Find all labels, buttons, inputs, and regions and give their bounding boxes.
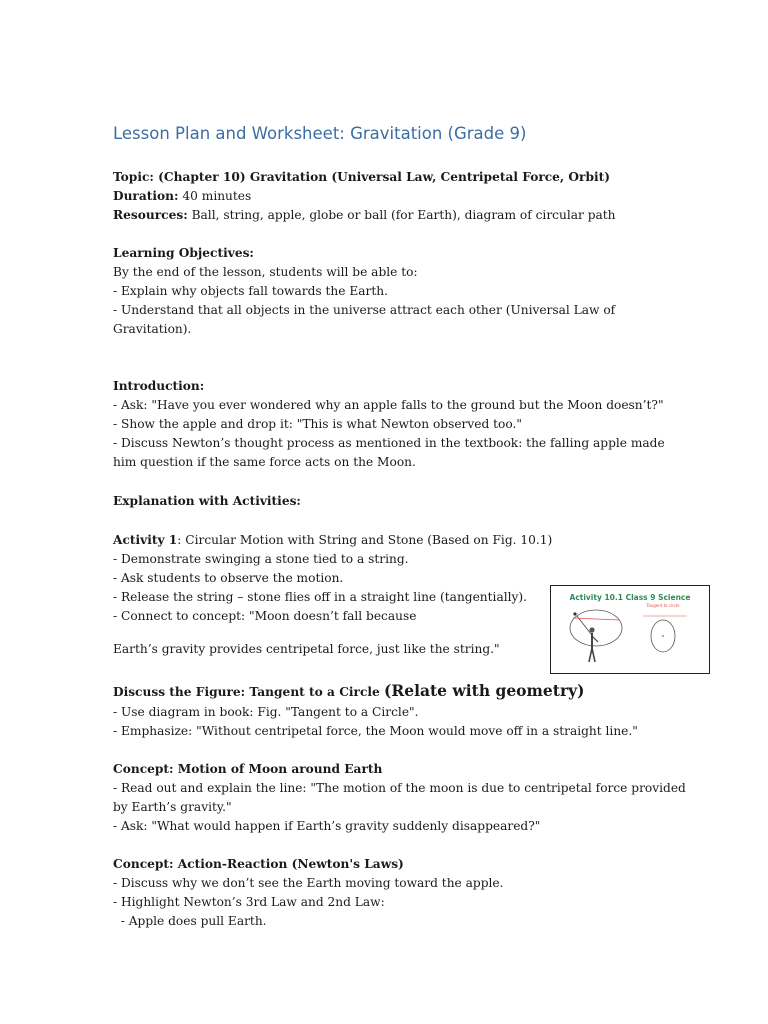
circle-center-dot [662,635,664,637]
moon-item: by Earth’s gravity." [113,800,232,814]
person-leg-left [589,648,592,662]
stone-dot [573,612,576,615]
activity1-heading [113,531,552,550]
activity1-item: - Ask students to observe the motion. [113,571,344,585]
activity1-continuation: Earth’s gravity provides centripetal force, just like the string." [113,642,500,656]
page-title: Lesson Plan and Worksheet: Gravitation (Grade 9) [113,124,527,143]
activity1-item: - Demonstrate swinging a stone tied to a string. [113,552,409,566]
objective-item: Gravitation). [113,322,192,336]
activity1-title: : Circular Motion with String and Stone (Based on Fig. 10.1) [177,533,553,547]
activity1-label: Activity 1 [113,533,178,547]
introduction-item: - Discuss Newton’s thought process as mentioned in the textbook: the falling apple made [113,436,665,450]
objectives-heading: Learning Objectives: [113,246,254,260]
explanation-heading: Explanation with Activities: [113,494,301,508]
action-item: - Highlight Newton’s 3rd Law and 2nd Law: [113,895,385,909]
tangent-item: - Use diagram in book: Fig. "Tangent to a Circle". [113,705,419,719]
objective-item: - Explain why objects fall towards the Earth. [113,284,388,298]
tangent-heading [113,681,584,702]
duration-value: 40 minutes [178,189,252,203]
topic-line: Topic: (Chapter 10) Gravitation (Universal Law, Centripetal Force, Orbit) [113,170,611,184]
person-leg-right [592,648,595,662]
activity1-item: - Release the string – stone flies off in a straight line (tangentially). [113,590,528,604]
introduction-item: him question if the same force acts on the Moon. [113,455,416,469]
introduction-item: - Show the apple and drop it: "This is what Newton observed too." [113,417,522,431]
objective-item: - Understand that all objects in the universe attract each other (Universal Law of [113,303,616,317]
moon-heading: Concept: Motion of Moon around Earth [113,762,383,776]
duration-line [113,187,251,206]
activity-figure [550,585,710,674]
objectives-intro: By the end of the lesson, students will be able to: [113,265,418,279]
tangent-heading-text: Discuss the Figure: Tangent to a Circle [113,685,384,699]
tangent-item: - Emphasize: "Without centripetal force, the Moon would move off in a straight line." [113,724,638,738]
resources-label: Resources: [113,208,188,222]
introduction-item: - Ask: "Have you ever wondered why an apple falls to the ground but the Moon doesn’t?" [113,398,664,412]
person-head-icon [589,627,594,632]
moon-item: - Read out and explain the line: "The motion of the moon is due to centripetal force provided [113,781,686,795]
resources-value: Ball, string, apple, globe or ball (for Earth), diagram of circular path [187,208,616,222]
duration-label: Duration: [113,189,179,203]
activity1-item: - Connect to concept: "Moon doesn’t fall because [113,609,417,623]
action-item: - Apple does pull Earth. [113,914,267,928]
tangent-heading-emphasis: (Relate with geometry) [384,681,585,700]
figure-caption: Tangent to circle [646,603,680,608]
introduction-heading: Introduction: [113,379,205,393]
action-heading: Concept: Action-Reaction (Newton's Laws) [113,857,404,871]
figure-illustration [551,586,709,673]
moon-item: - Ask: "What would happen if Earth’s gravity suddenly disappeared?" [113,819,541,833]
resources-line [113,206,616,225]
action-item: - Discuss why we don’t see the Earth moving toward the apple. [113,876,504,890]
figure-title: Activity 10.1 Class 9 Science [569,593,691,602]
